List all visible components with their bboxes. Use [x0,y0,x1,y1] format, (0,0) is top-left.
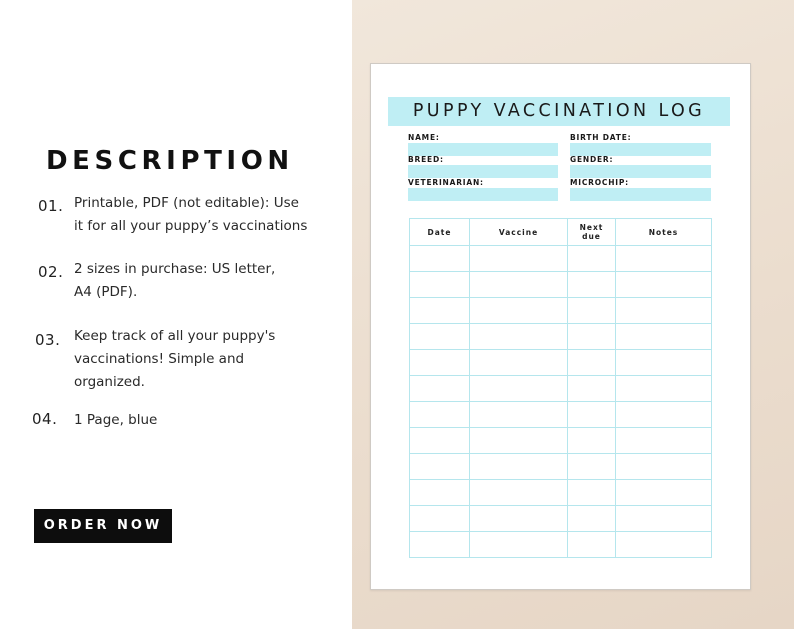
cell-vaccine [470,402,568,428]
cell-notes [616,532,712,558]
next-due-line-1: Next [579,223,604,232]
cell-vaccine [470,454,568,480]
table-body [410,246,712,558]
order-now-button[interactable]: ORDER NOW [34,509,172,543]
name-label: NAME: [408,133,440,142]
cell-next-due [568,532,616,558]
cell-next-due [568,454,616,480]
cell-notes [616,350,712,376]
cell-date [410,324,470,350]
cell-notes [616,402,712,428]
cell-date [410,506,470,532]
table-row [410,324,712,350]
table-row [410,402,712,428]
item-03-line-3: organized. [74,374,145,390]
cell-date [410,402,470,428]
table-row [410,246,712,272]
cell-date [410,376,470,402]
date-column-header: Date [410,219,470,246]
vaccine-column-header: Vaccine [470,219,568,246]
item-01-line-2: it for all your puppy’s vaccinations [74,218,308,234]
microchip-label: MICROCHIP: [570,178,629,187]
cell-next-due [568,480,616,506]
veterinarian-field [408,188,558,201]
cell-date [410,428,470,454]
cell-vaccine [470,272,568,298]
table-row [410,532,712,558]
item-number-01: 01. [38,197,64,215]
cell-date [410,350,470,376]
cell-next-due [568,376,616,402]
description-heading: DESCRIPTION [46,146,294,176]
cell-notes [616,428,712,454]
cell-next-due [568,428,616,454]
item-text-01 [74,192,307,238]
cell-vaccine [470,532,568,558]
cell-date [410,454,470,480]
cell-next-due [568,402,616,428]
item-number-03: 03. [35,331,61,349]
item-03-line-2: vaccinations! Simple and [74,351,245,367]
description-panel [0,0,352,629]
cell-next-due [568,506,616,532]
table-row [410,298,712,324]
cell-vaccine [470,324,568,350]
table-row [410,376,712,402]
table-row [410,350,712,376]
cell-date [410,532,470,558]
item-number-02: 02. [38,263,64,281]
item-text-04 [74,409,157,432]
cell-next-due [568,298,616,324]
cell-notes [616,376,712,402]
next-due-line-2: due [582,232,601,241]
item-03-line-1: Keep track of all your puppy's [74,328,276,344]
cell-vaccine [470,480,568,506]
cell-next-due [568,272,616,298]
breed-label: BREED: [408,155,444,164]
cell-date [410,298,470,324]
table-header-row [410,219,712,246]
cell-vaccine [470,350,568,376]
vaccination-log-table [409,218,712,558]
item-02-line-2: A4 (PDF). [74,284,138,300]
table-row [410,428,712,454]
cell-notes [616,246,712,272]
table-row [410,506,712,532]
cell-notes [616,324,712,350]
sheet-title: PUPPY VACCINATION LOG [388,97,730,126]
item-04-line-1: 1 Page, blue [74,412,158,428]
cell-notes [616,272,712,298]
cell-vaccine [470,506,568,532]
cell-notes [616,506,712,532]
notes-column-header: Notes [616,219,712,246]
cell-date [410,480,470,506]
cell-vaccine [470,246,568,272]
gender-label: GENDER: [570,155,614,164]
cell-date [410,272,470,298]
cell-notes [616,298,712,324]
veterinarian-label: VETERINARIAN: [408,178,484,187]
microchip-field [570,188,711,201]
cell-date [410,246,470,272]
item-text-02 [74,258,275,304]
log-sheet-preview [370,63,751,590]
cell-vaccine [470,298,568,324]
next-due-column-header [568,219,616,246]
cell-notes [616,480,712,506]
item-02-line-1: 2 sizes in purchase: US letter, [74,261,276,277]
item-01-line-1: Printable, PDF (not editable): Use [74,195,299,211]
cell-next-due [568,350,616,376]
item-number-04: 04. [32,410,58,428]
table-row [410,454,712,480]
breed-field [408,165,558,178]
cell-notes [616,454,712,480]
cell-next-due [568,324,616,350]
gender-field [570,165,711,178]
cell-next-due [568,246,616,272]
table-row [410,272,712,298]
item-text-03 [74,325,275,394]
cell-vaccine [470,376,568,402]
cell-vaccine [470,428,568,454]
birth-date-label: BIRTH DATE: [570,133,632,142]
table-row [410,480,712,506]
